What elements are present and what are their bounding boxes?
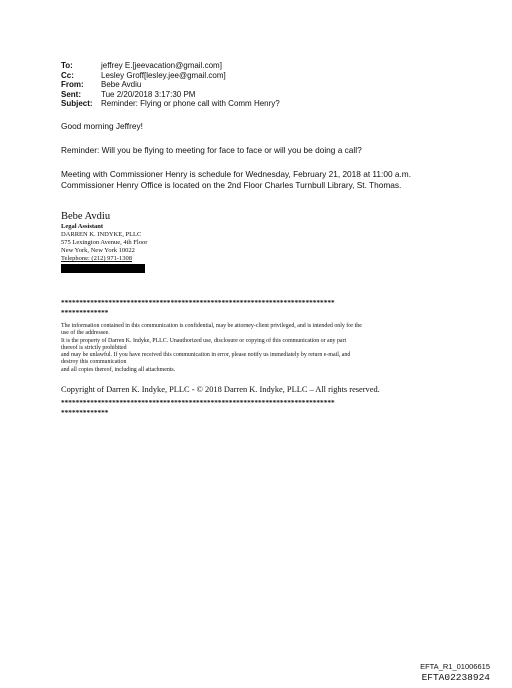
copyright-notice: Copyright of Darren K. Indyke, PLLC - © 2018 Darren K. Indyke, PLLC – All rights reserved. (61, 385, 380, 394)
signature-telephone: Telephone: (212) 971-1308 (61, 255, 133, 262)
sent-row (61, 90, 280, 100)
cc-row (61, 71, 280, 81)
signature-title: Legal Assistant (61, 223, 104, 230)
email-header (61, 61, 280, 109)
subject-row (61, 99, 280, 109)
sent-value: Tue 2/20/2018 3:17:30 PM (101, 89, 196, 99)
separator-stars-bottom: *************************************************************************** (61, 398, 335, 407)
signature-name: Bebe Avdiu (61, 211, 111, 222)
cc-value: Lesley Groff[lesley.jee@gmail.com] (101, 70, 226, 80)
redaction-bar (61, 264, 145, 273)
disclaimer-line-7: and all copies thereof, including all attachments. (61, 366, 176, 373)
disclaimer-line-3: It is the property of Darren K. Indyke, PLLC. Unauthorized use, disclosure or copying of this communication or any part (61, 337, 347, 344)
separator-stars-short: ************* (61, 308, 109, 317)
sent-label: Sent: (61, 89, 81, 99)
greeting: Good morning Jeffrey! (61, 121, 143, 131)
reminder-line: Reminder: Will you be flying to meeting for face to face or will you be doing a call? (61, 145, 362, 155)
subject-label: Subject: (61, 99, 93, 109)
signature-address-2: New York, New York 10022 (61, 247, 135, 254)
signature-address-1: 575 Lexington Avenue, 4th Floor (61, 239, 148, 246)
meeting-line-2: Commissioner Henry Office is located on the 2nd Floor Charles Turnbull Library, St. Thomas. (61, 180, 402, 190)
from-label: From: (61, 80, 84, 90)
bates-id-1: EFTA_R1_01006615 (420, 662, 490, 671)
disclaimer-line-5: and may be unlawful. If you have received this communication in error, please notify us immediately by return e-mail, and (61, 352, 351, 359)
signature-firm: DARREN K. INDYKE, PLLC (61, 231, 142, 238)
separator-stars-bottom-short: ************* (61, 408, 109, 417)
from-row (61, 80, 280, 90)
to-value: jeffrey E.[jeevacation@gmail.com] (101, 61, 222, 70)
disclaimer-line-6: destroy this communication (61, 359, 127, 366)
signature-block (61, 211, 147, 273)
separator-stars: *************************************************************************** (61, 298, 335, 307)
meeting-details (61, 169, 411, 191)
disclaimer-line-2: use of the addressee. (61, 330, 110, 337)
cc-label: Cc: (61, 70, 74, 80)
to-row (61, 61, 280, 71)
bates-id-2: EFTA02238924 (421, 672, 490, 683)
subject-value: Reminder: Flying or phone call with Comm Henry? (101, 99, 280, 109)
meeting-line-1: Meeting with Commissioner Henry is schedule for Wednesday, February 21, 2018 at 11:00 a.m. (61, 169, 412, 179)
confidentiality-disclaimer (61, 323, 461, 374)
disclaimer-line-1: The information contained in this communication is confidential, may be attorney-client privileged, and is intended only for the (61, 323, 362, 329)
from-value: Bebe Avdiu (101, 80, 142, 90)
disclaimer-line-4: thereof is strictly prohibited (61, 344, 127, 351)
to-label: To: (61, 61, 73, 70)
